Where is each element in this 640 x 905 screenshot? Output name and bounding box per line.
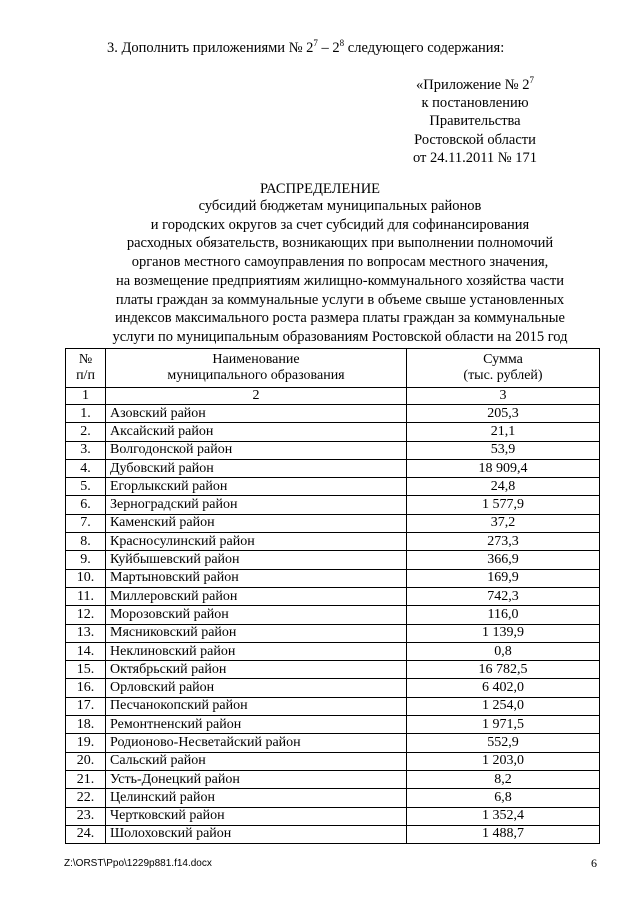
row-name: Песчанокопский район: [106, 697, 407, 715]
row-sum: 37,2: [407, 514, 600, 532]
row-number: 19.: [66, 734, 106, 752]
intro-dash: – 2: [317, 40, 340, 56]
row-sum: 24,8: [407, 478, 600, 496]
row-sum: 0,8: [407, 642, 600, 660]
row-name: Аксайский район: [106, 423, 407, 441]
row-name: Родионово-Несветайский район: [106, 734, 407, 752]
row-number: 6.: [66, 496, 106, 514]
row-number: 24.: [66, 825, 106, 843]
footer-file-path: Z:\ORST\Ppo\1229p881.f14.docx: [64, 858, 212, 869]
table-row: [66, 734, 600, 752]
row-name: Зерноградский район: [106, 496, 407, 514]
row-sum: 8,2: [407, 770, 600, 788]
subtitle-line: и городских округов за счет субсидий для софинансирования: [150, 216, 530, 233]
row-name: Азовский район: [106, 405, 407, 423]
row-number: 17.: [66, 697, 106, 715]
header-sum: [407, 349, 600, 388]
row-name: Куйбышевский район: [106, 551, 407, 569]
column-number: 2: [106, 388, 407, 405]
row-sum: 1 488,7: [407, 825, 600, 843]
header-number-line1: №: [78, 352, 93, 367]
row-name: Дубовский район: [106, 459, 407, 477]
table-row: [66, 587, 600, 605]
row-number: 1.: [66, 405, 106, 423]
row-number: 3.: [66, 441, 106, 459]
row-number: 7.: [66, 514, 106, 532]
row-name: Егорлыкский район: [106, 478, 407, 496]
header-sum-line2: (тыс. рублей): [463, 368, 543, 383]
table-row: [66, 606, 600, 624]
row-number: 5.: [66, 478, 106, 496]
row-name: Красносулинский район: [106, 533, 407, 551]
column-number-row: [66, 388, 600, 405]
table-row: [66, 679, 600, 697]
appendix-line-2: к постановлению: [421, 95, 529, 112]
row-number: 9.: [66, 551, 106, 569]
table-row: [66, 807, 600, 825]
row-number: 23.: [66, 807, 106, 825]
row-sum: 1 577,9: [407, 496, 600, 514]
subtitle-line: на возмещение предприятиям жилищно-коммунального хозяйства части: [116, 272, 564, 289]
row-sum: 116,0: [407, 606, 600, 624]
row-name: Орловский район: [106, 679, 407, 697]
row-number: 16.: [66, 679, 106, 697]
table-row: [66, 496, 600, 514]
row-name: Октябрьский район: [106, 661, 407, 679]
row-number: 4.: [66, 459, 106, 477]
row-number: 8.: [66, 533, 106, 551]
row-name: Усть-Донецкий район: [106, 770, 407, 788]
row-name: Волгодонской район: [106, 441, 407, 459]
subtitle-line: услуги по муниципальным образованиям Ростовской области на 2015 год: [112, 328, 568, 345]
row-name: Сальский район: [106, 752, 407, 770]
column-number: 3: [407, 388, 600, 405]
row-sum: 18 909,4: [407, 459, 600, 477]
row-sum: 1 139,9: [407, 624, 600, 642]
row-sum: 16 782,5: [407, 661, 600, 679]
row-sum: 205,3: [407, 405, 600, 423]
row-name: Чертковский район: [106, 807, 407, 825]
table-row: [66, 752, 600, 770]
row-number: 10.: [66, 569, 106, 587]
intro-text-end: следующего содержания:: [344, 40, 505, 56]
header-number: [66, 349, 106, 388]
document-subtitle: [60, 197, 620, 347]
table-row: [66, 551, 600, 569]
header-sum-line1: Сумма: [483, 352, 523, 367]
table-row: [66, 661, 600, 679]
table-row: [66, 514, 600, 532]
row-sum: 6,8: [407, 789, 600, 807]
appendix-sup: 7: [529, 75, 534, 85]
row-name: Каменский район: [106, 514, 407, 532]
subtitle-line: платы граждан за коммунальные услуги в объеме свыше установленных: [115, 291, 565, 308]
table-row: [66, 478, 600, 496]
appendix-header: [375, 76, 575, 167]
row-sum: 1 203,0: [407, 752, 600, 770]
table-header-row: [66, 349, 600, 388]
row-sum: 21,1: [407, 423, 600, 441]
row-number: 2.: [66, 423, 106, 441]
document-title: РАСПРЕДЕЛЕНИЕ: [259, 181, 381, 197]
row-name: Шолоховский район: [106, 825, 407, 843]
row-sum: 1 971,5: [407, 716, 600, 734]
subtitle-line: расходных обязательств, возникающих при выполнении полномочий: [126, 235, 554, 252]
appendix-line-1: [375, 76, 575, 94]
row-name: Мясниковский район: [106, 624, 407, 642]
row-sum: 169,9: [407, 569, 600, 587]
row-number: 11.: [66, 587, 106, 605]
table-row: [66, 533, 600, 551]
intro-text: 3. Дополнить приложениями № 2: [107, 40, 314, 56]
row-sum: 6 402,0: [407, 679, 600, 697]
row-sum: 1 352,4: [407, 807, 600, 825]
distribution-table: [65, 348, 600, 844]
row-number: 22.: [66, 789, 106, 807]
table-row: [66, 423, 600, 441]
table-row: [66, 716, 600, 734]
intro-sup-1: 7: [313, 38, 318, 48]
header-name-line2: муниципального образования: [167, 368, 345, 383]
header-name-line1: Наименование: [212, 352, 300, 367]
table-row: [66, 405, 600, 423]
row-number: 14.: [66, 642, 106, 660]
appendix-line-4: Ростовской области: [414, 131, 536, 148]
row-name: Миллеровский район: [106, 587, 407, 605]
row-name: Неклиновский район: [106, 642, 407, 660]
row-number: 15.: [66, 661, 106, 679]
intro-paragraph: [107, 40, 504, 57]
appendix-label: «Приложение № 2: [416, 77, 530, 93]
row-name: Целинский район: [106, 789, 407, 807]
row-name: Мартыновский район: [106, 569, 407, 587]
row-name: Морозовский район: [106, 606, 407, 624]
row-sum: 366,9: [407, 551, 600, 569]
page-number: 6: [591, 856, 597, 870]
table-row: [66, 624, 600, 642]
row-name: Ремонтненский район: [106, 716, 407, 734]
table-row: [66, 697, 600, 715]
row-sum: 53,9: [407, 441, 600, 459]
table-row: [66, 770, 600, 788]
header-number-line2: п/п: [76, 368, 95, 383]
row-number: 20.: [66, 752, 106, 770]
table-row: [66, 569, 600, 587]
subtitle-line: индексов максимального роста размера платы граждан за коммунальные: [115, 310, 565, 327]
row-number: 21.: [66, 770, 106, 788]
row-sum: 552,9: [407, 734, 600, 752]
table-row: [66, 789, 600, 807]
row-sum: 742,3: [407, 587, 600, 605]
column-number: 1: [66, 388, 106, 405]
table-row: [66, 825, 600, 843]
appendix-line-5: от 24.11.2011 № 171: [412, 149, 538, 166]
table-row: [66, 459, 600, 477]
row-sum: 273,3: [407, 533, 600, 551]
subtitle-line: субсидий бюджетам муниципальных районов: [198, 198, 482, 214]
row-sum: 1 254,0: [407, 697, 600, 715]
header-name: [106, 349, 407, 388]
row-number: 18.: [66, 716, 106, 734]
subtitle-line: органов местного самоуправления по вопросам местного значения,: [131, 254, 549, 271]
table-row: [66, 642, 600, 660]
intro-sup-2: 8: [339, 38, 345, 48]
row-number: 12.: [66, 606, 106, 624]
row-number: 13.: [66, 624, 106, 642]
appendix-line-3: Правительства: [429, 113, 521, 130]
table-row: [66, 441, 600, 459]
